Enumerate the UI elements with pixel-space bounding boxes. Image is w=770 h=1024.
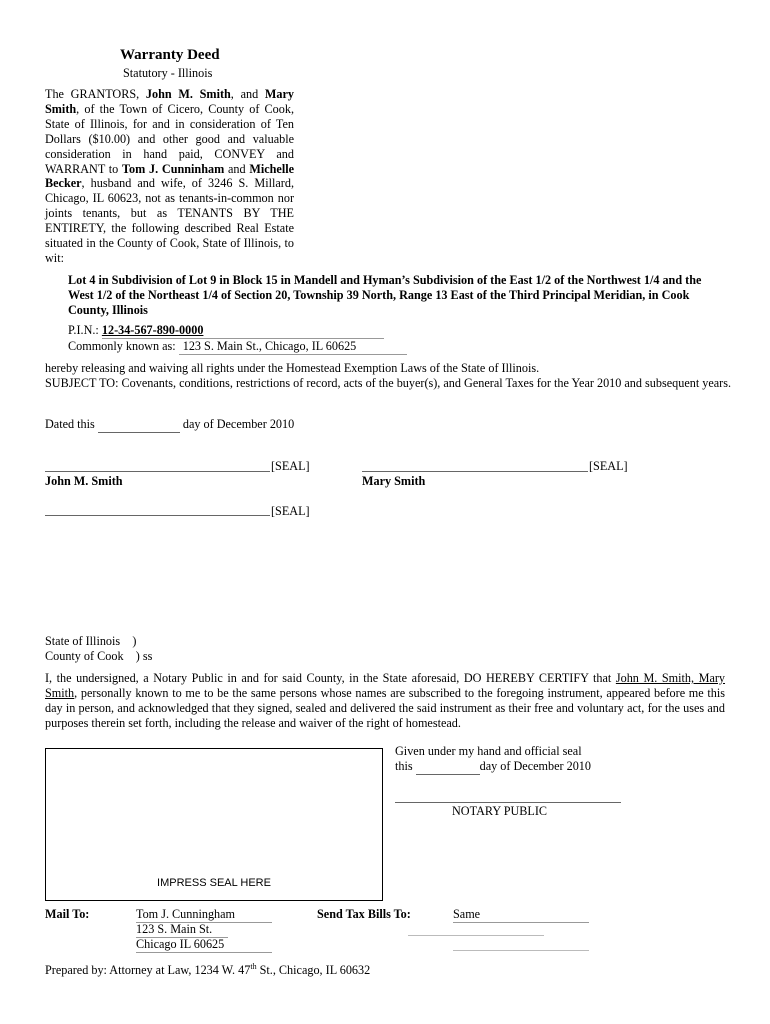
release-clause xyxy=(45,361,745,391)
pin-value: 12-34-567-890-0000 xyxy=(101,323,204,337)
notary-this-suffix: day of December 2010 xyxy=(479,759,591,773)
grantor-name-1: John M. Smith xyxy=(145,87,231,101)
mail-to-street-field[interactable] xyxy=(136,922,228,938)
grantor-text-3: , of the Town of Cicero, County of Cook, State of Illinois, for and in consideration of Ten Dollars ($10.00) and other good and valuable consideration in hand paid, CONVEY and WARRANT to xyxy=(45,101,294,176)
legal-description: Lot 4 in Subdivision of Lot 9 in Block 15 in Mandell and Hyman’s Subdivision of the East 1/2 of the Northwest 1/4 and the West 1/2 of the Northeast 1/4 of Section 20, Township 39 North, Range 13 East of the Third Principal Meridian, in Cook County, Illinois xyxy=(68,273,702,317)
signer-name-2: Mary Smith xyxy=(362,474,426,488)
mail-to-name-field[interactable] xyxy=(136,907,272,923)
seal-label-3: [SEAL] xyxy=(271,504,310,518)
tax-bills-name-field[interactable] xyxy=(453,907,589,923)
tax-bills-street-field[interactable] xyxy=(408,935,544,936)
grantor-text-1: The GRANTORS, xyxy=(45,87,146,101)
grantor-text-2: , and xyxy=(230,87,265,101)
prepared-by-line xyxy=(45,962,370,978)
prepared-by-sup: th xyxy=(250,962,257,971)
notary-this-prefix: this xyxy=(395,759,416,773)
grantee-name-2: Michelle Becker xyxy=(45,161,294,191)
notary-this-line xyxy=(395,759,591,775)
dated-suffix: day of December 2010 xyxy=(182,417,295,431)
signature-line-1[interactable] xyxy=(45,471,270,472)
grantor-text-5: , husband and wife, of 3246 S. Millard, Chicago, IL 60623, not as tenants-in-common nor joints tenants, but as TENANTS BY THE ENTIRETY, the following described Real Estate situated in the County of Cook, State of Illinois, to wit: xyxy=(45,176,294,265)
document-subtitle: Statutory - Illinois xyxy=(123,66,213,80)
subject-text: SUBJECT TO: Covenants, conditions, restrictions of record, acts of the buyer(s), and General Taxes for the Year 2010 and subsequent years. xyxy=(45,376,732,390)
notary-state-line: State of Illinois ) xyxy=(45,634,137,648)
document-title: Warranty Deed xyxy=(120,47,220,63)
notary-given-line: Given under my hand and official seal xyxy=(395,744,582,758)
grantor-clause xyxy=(45,87,294,266)
signature-line-3[interactable] xyxy=(45,515,270,516)
notary-public-label: NOTARY PUBLIC xyxy=(452,804,548,818)
pin-label: P.I.N.: xyxy=(68,323,102,337)
mail-to-name: Tom J. Cunningham xyxy=(136,907,236,921)
notary-signature-line[interactable] xyxy=(395,802,621,803)
grantor-text-4: and xyxy=(224,161,250,176)
mail-to-street: 123 S. Main St. xyxy=(136,922,213,936)
pin-field[interactable] xyxy=(102,323,384,339)
tax-bills-city-field[interactable] xyxy=(453,950,589,951)
address-label: Commonly known as: xyxy=(68,339,179,353)
notary-county-line: County of Cook ) ss xyxy=(45,649,153,663)
mail-to-city-field[interactable] xyxy=(136,937,272,953)
address-field[interactable] xyxy=(179,339,407,355)
mail-to-city: Chicago IL 60625 xyxy=(136,937,225,951)
grantee-name-1: Tom J. Cunninham xyxy=(122,161,225,176)
pin-line xyxy=(68,323,384,339)
address-value: 123 S. Main St., Chicago, IL 60625 xyxy=(182,339,357,353)
mail-to-label: Mail To: xyxy=(45,907,90,921)
notary-cert-names: John M. Smith, Mary Smith xyxy=(45,671,726,700)
notary-day-field[interactable] xyxy=(416,759,480,775)
release-text: hereby releasing and waiving all rights under the Homestead Exemption Laws of the State of Illinois. xyxy=(45,361,540,375)
prepared-by-prefix: Prepared by: Attorney at Law, 1234 W. 47 xyxy=(45,963,251,978)
dated-day-field[interactable] xyxy=(98,417,180,433)
grantor-name-2: Mary Smith xyxy=(45,87,294,116)
notary-certificate xyxy=(45,671,725,731)
dated-prefix: Dated this xyxy=(45,417,95,431)
tax-bills-value: Same xyxy=(453,907,481,921)
impress-seal-label: IMPRESS SEAL HERE xyxy=(157,877,271,889)
seal-label-2: [SEAL] xyxy=(589,459,628,473)
tax-bills-label: Send Tax Bills To: xyxy=(317,907,411,921)
notary-cert-text-2: , personally known to me to be the same persons whose names are subscribed to the foregoing instrument, appeared before me this day in person, and acknowledged that they signed, sealed and delivered the said instrument as their free and voluntary act, for the uses and purposes therein set forth, including the release and waiver of the right of homestead. xyxy=(45,686,725,730)
prepared-by-suffix: St., Chicago, IL 60632 xyxy=(256,963,371,978)
signer-name-1: John M. Smith xyxy=(45,474,123,488)
notary-seal-box xyxy=(45,748,383,901)
address-line xyxy=(68,339,407,355)
seal-label-1: [SEAL] xyxy=(271,459,310,473)
notary-cert-text-1: I, the undersigned, a Notary Public in and for said County, in the State aforesaid, DO HEREBY CERTIFY that xyxy=(45,671,616,685)
dated-line xyxy=(45,417,294,433)
signature-line-2[interactable] xyxy=(362,471,588,472)
